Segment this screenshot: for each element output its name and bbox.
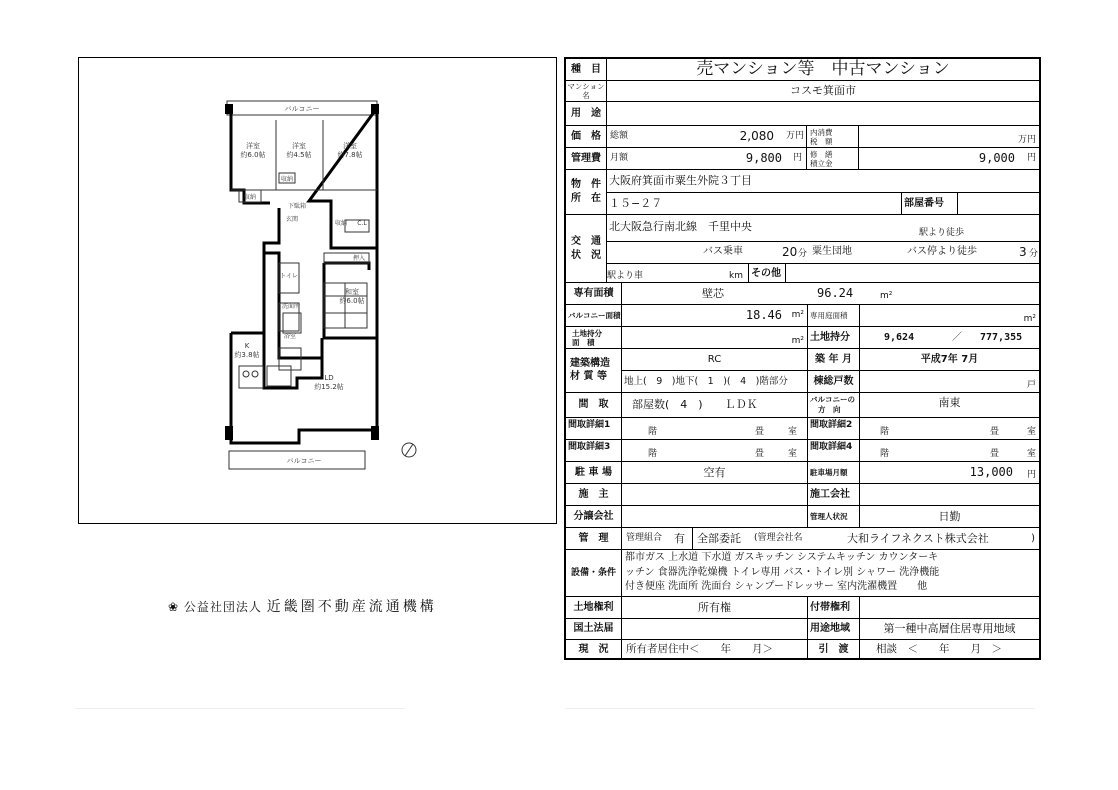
- structure-label: 建築構造 材 質 等: [570, 358, 610, 382]
- row-detail-3-4: [566, 440, 1039, 462]
- address-line1: 大阪府箕面市粟生外院３丁目: [607, 170, 1039, 193]
- parking-label: 駐 車 場: [575, 467, 612, 478]
- row-mansion-name: [566, 81, 1039, 102]
- seller-label: 分譲会社: [573, 511, 614, 522]
- equipment-label: 設備・条件: [570, 568, 616, 578]
- detail-1-label: 間取詳細1: [568, 420, 611, 430]
- extra-rights-label: 付帯権利: [807, 597, 859, 618]
- row-usage: [566, 102, 1039, 126]
- balcony-bottom-label: バルコニー: [286, 457, 322, 465]
- row-status: [566, 640, 1039, 660]
- room-3-name: 洋室: [343, 142, 357, 150]
- detail-2-value: 階 畳 室: [859, 418, 1039, 439]
- bus-minutes: 20: [782, 245, 798, 259]
- balcony-area-value: 18.46: [745, 308, 782, 322]
- land-share-cell: 9,624 ／ 777,355: [859, 327, 1039, 348]
- row-price: [566, 126, 1039, 148]
- mgmt-fee-cell: 月額 9,800 円: [606, 148, 806, 169]
- toilet-label: トイレ: [280, 273, 298, 280]
- floors-value: 地上( 9 )地下( 1 )( 4 )階部分: [624, 376, 788, 387]
- room-6-size: 約15.2帖: [314, 383, 344, 391]
- other-label: その他: [748, 264, 786, 282]
- row-equipment: [566, 550, 1039, 597]
- company-name: 大和ライフネクスト株式会社: [847, 532, 989, 545]
- row-type: [566, 59, 1039, 81]
- footer-organization: [168, 596, 437, 616]
- detail-3-label: 間取詳細3: [568, 442, 611, 452]
- entrance-label: 玄関: [285, 216, 299, 223]
- property-sheet: [564, 57, 1041, 660]
- price-cell: 総額 2,080 万円: [606, 126, 806, 147]
- extra-rights-value: [859, 597, 1039, 618]
- row-parking: [566, 462, 1039, 484]
- contract-type: 全部委託: [692, 528, 741, 549]
- year-total-labels: [807, 349, 859, 392]
- station: 千里中央: [708, 220, 752, 233]
- equipment-line-1: 都市ガス 上水道 下水道 ガスキッチン システムキッチン カウンターキ: [625, 552, 939, 563]
- company-label: (管理会社名: [754, 533, 803, 543]
- balcony-area-cell: 18.46 m²: [621, 305, 807, 326]
- transport-cell: 北大阪急行南北線 千里中央 駅より徒歩 バス乗車 20 分 粟生団地 バス停より徒歩 3 分 駅より車 km その他: [606, 215, 1039, 282]
- usage-label: 用 途: [571, 108, 601, 119]
- detail-2-label: 間取詳細2: [807, 418, 859, 439]
- area-label: 専有面積: [573, 288, 614, 299]
- mansion-name: コスモ箕面市: [606, 81, 1039, 101]
- zone-value: 第一種中高層住居専用地域: [859, 619, 1039, 639]
- closet-label-2: 収納: [280, 176, 294, 183]
- closet-label-3: 収納: [334, 220, 348, 227]
- status-label: 現 況: [578, 644, 609, 655]
- builder-value: [859, 484, 1039, 505]
- address-label: 物 件 所 在: [571, 179, 601, 204]
- mgmt-fee-amount: 9,800: [745, 151, 782, 165]
- type-label: 種 目: [571, 64, 601, 75]
- zone-label: 用途地域: [807, 619, 859, 639]
- private-garden-cell: m²: [859, 305, 1039, 326]
- manager-status-label: 管理人状況: [807, 506, 859, 527]
- room-6-name: LD: [324, 374, 334, 382]
- room-1-size: 約6.0帖: [240, 151, 266, 159]
- layout-label: 間 取: [578, 399, 609, 410]
- org-name: 近畿圏不動産流通機構: [266, 599, 437, 615]
- owner-label: 施 主: [578, 489, 609, 500]
- room-4-size: 約6.0帖: [339, 297, 365, 305]
- room-3-size: 約7.8帖: [337, 151, 363, 159]
- area-cell: 壁芯 96.24 m²: [621, 283, 1039, 304]
- detail-4-value: 階 畳 室: [859, 440, 1039, 461]
- row-address: [566, 170, 1039, 215]
- assoc-label: 管理組合: [626, 533, 663, 543]
- structure-cell: [621, 349, 807, 392]
- room-number-label: 部屋番号: [901, 193, 957, 214]
- builder-label: 施工会社: [807, 484, 859, 505]
- assoc-value: 有: [674, 532, 685, 545]
- management-cell: 管理組合 有 全部委託 (管理会社名 大和ライフネクスト株式会社 ): [621, 528, 1039, 549]
- cl-label: C.L: [357, 220, 367, 227]
- total-units-unit: 戸: [1026, 380, 1036, 390]
- room-2-name: 洋室: [292, 142, 306, 150]
- land-share-num: 9,624: [884, 332, 915, 343]
- usage-value: [606, 102, 1039, 125]
- row-layout: [566, 393, 1039, 418]
- land-rights-value: 所有権: [621, 597, 807, 618]
- shoebox-label: 下駄箱: [287, 203, 307, 210]
- detail-3-value: 階 畳 室: [621, 440, 807, 461]
- management-label: 管 理: [578, 533, 609, 544]
- floorplan-drawing: [79, 58, 558, 525]
- status-value: 所有者居住中＜ 年 月＞: [621, 640, 807, 660]
- room-5-name: K: [244, 342, 250, 350]
- address-line2: １５−２７: [609, 197, 663, 210]
- room-number-value: [957, 193, 1039, 214]
- seller-value: [621, 506, 807, 527]
- handover-label: 引 渡: [807, 640, 859, 660]
- tax-label: 内消費 税 額: [806, 126, 858, 147]
- room-2-size: 約4.5帖: [286, 151, 312, 159]
- divider: [565, 708, 1035, 709]
- total-units-label: 棟総戸数: [813, 376, 854, 387]
- owner-value: [621, 484, 807, 505]
- tax-value: 万円: [858, 126, 1039, 147]
- org-emblem-icon: ❀: [168, 600, 180, 614]
- mansion-label: マンション 名: [567, 82, 605, 100]
- car-label: 駅より車: [607, 271, 644, 281]
- row-land-rights: [566, 597, 1039, 619]
- repair-label: 修 繕 積立金: [806, 148, 858, 169]
- area-type: 壁芯: [702, 287, 724, 300]
- divider: [75, 708, 405, 709]
- land-law-label: 国土法届: [573, 623, 614, 634]
- detail-1-value: 階 畳 室: [621, 418, 807, 439]
- land-rights-label: 土地権利: [573, 602, 614, 613]
- year-value: 平成7年 7月: [860, 349, 1039, 371]
- row-structure: [566, 349, 1039, 393]
- price-amount: 2,080: [739, 129, 774, 143]
- land-law-value: [621, 619, 807, 639]
- bus-walk-label: バス停より徒歩: [907, 246, 977, 257]
- handover-value: 相談 ＜ 年 月 ＞: [859, 640, 1039, 660]
- parking-fee-cell: 13,000 円: [859, 462, 1039, 483]
- type-value: 売マンション等 中古マンション: [606, 59, 1039, 80]
- bath-label: 浴室: [283, 333, 297, 340]
- room-1-name: 洋室: [246, 142, 260, 150]
- transport-label: 交 通 状 況: [571, 236, 601, 261]
- structure-value: RC: [622, 349, 807, 371]
- repair-cell: 9,000 円: [858, 148, 1039, 169]
- land-share-label: 土地持分: [807, 327, 859, 348]
- equipment-line-2: ッチン 食器洗浄乾燥機 トイレ専用 バス・トイレ別 シャワー 洗浄機能: [625, 566, 940, 578]
- row-detail-1-2: [566, 418, 1039, 440]
- land-share-den: 777,355: [980, 332, 1023, 343]
- land-area-label: 土地持分 面 積: [572, 329, 602, 347]
- land-area-cell: m²: [621, 327, 807, 348]
- manager-status-value: 日勤: [859, 506, 1039, 527]
- fee-label: 管理費: [571, 153, 601, 164]
- bus-stop: 粟生団地: [812, 246, 852, 257]
- row-land-law: [566, 619, 1039, 640]
- balcony-area-label: バルコニー面積: [568, 311, 621, 320]
- parking-fee-label: 駐車場月額: [807, 462, 859, 483]
- year-label: 築 年 月: [808, 349, 859, 371]
- repair-amount: 9,000: [978, 151, 1015, 165]
- balcony-dir-value: 南東: [859, 393, 1039, 417]
- floorplan-frame: [78, 57, 557, 524]
- row-balcony-area: [566, 305, 1039, 327]
- equipment-list: [621, 550, 1039, 596]
- equipment-line-3: 付き便座 洗面所 洗面台 シャンプードレッサー 室内洗濯機置 他: [625, 581, 928, 592]
- row-management: [566, 528, 1039, 550]
- org-prefix: 公益社団法人: [183, 600, 262, 614]
- price-label: 価 格: [571, 131, 601, 142]
- row-land-share: [566, 327, 1039, 349]
- washroom-label: 洗面所: [281, 303, 301, 310]
- row-transport: [566, 215, 1039, 283]
- room-5-size: 約3.8帖: [234, 351, 260, 359]
- closet-label-4: 押入: [352, 255, 366, 262]
- row-fee: [566, 148, 1039, 170]
- balcony-top-label: バルコニー: [284, 105, 320, 113]
- closet-label-1: 収納: [243, 194, 257, 201]
- detail-4-label: 間取詳細4: [807, 440, 859, 461]
- rail-line: 北大阪急行南北線 千里中央: [609, 220, 752, 233]
- row-seller: [566, 506, 1039, 528]
- parking-fee-value: 13,000: [969, 465, 1013, 479]
- area-value: 96.24: [817, 286, 854, 300]
- balcony-dir-label: バルコニーの 方 向: [807, 393, 859, 417]
- layout-value: 部屋数( 4 ) ＬＤＫ: [621, 393, 807, 417]
- private-garden-label: 専用庭面積: [807, 305, 859, 326]
- address-cell: [606, 170, 1039, 214]
- row-owner: [566, 484, 1039, 506]
- parking-status: 空有: [621, 462, 807, 483]
- bus-label: バス乗車: [703, 246, 743, 257]
- room-4-name: 和室: [345, 288, 359, 296]
- row-area: [566, 283, 1039, 305]
- bus-walk-min: 3: [1019, 245, 1027, 259]
- year-total-values: [859, 349, 1039, 392]
- walk-label: 駅より徒歩: [919, 228, 965, 238]
